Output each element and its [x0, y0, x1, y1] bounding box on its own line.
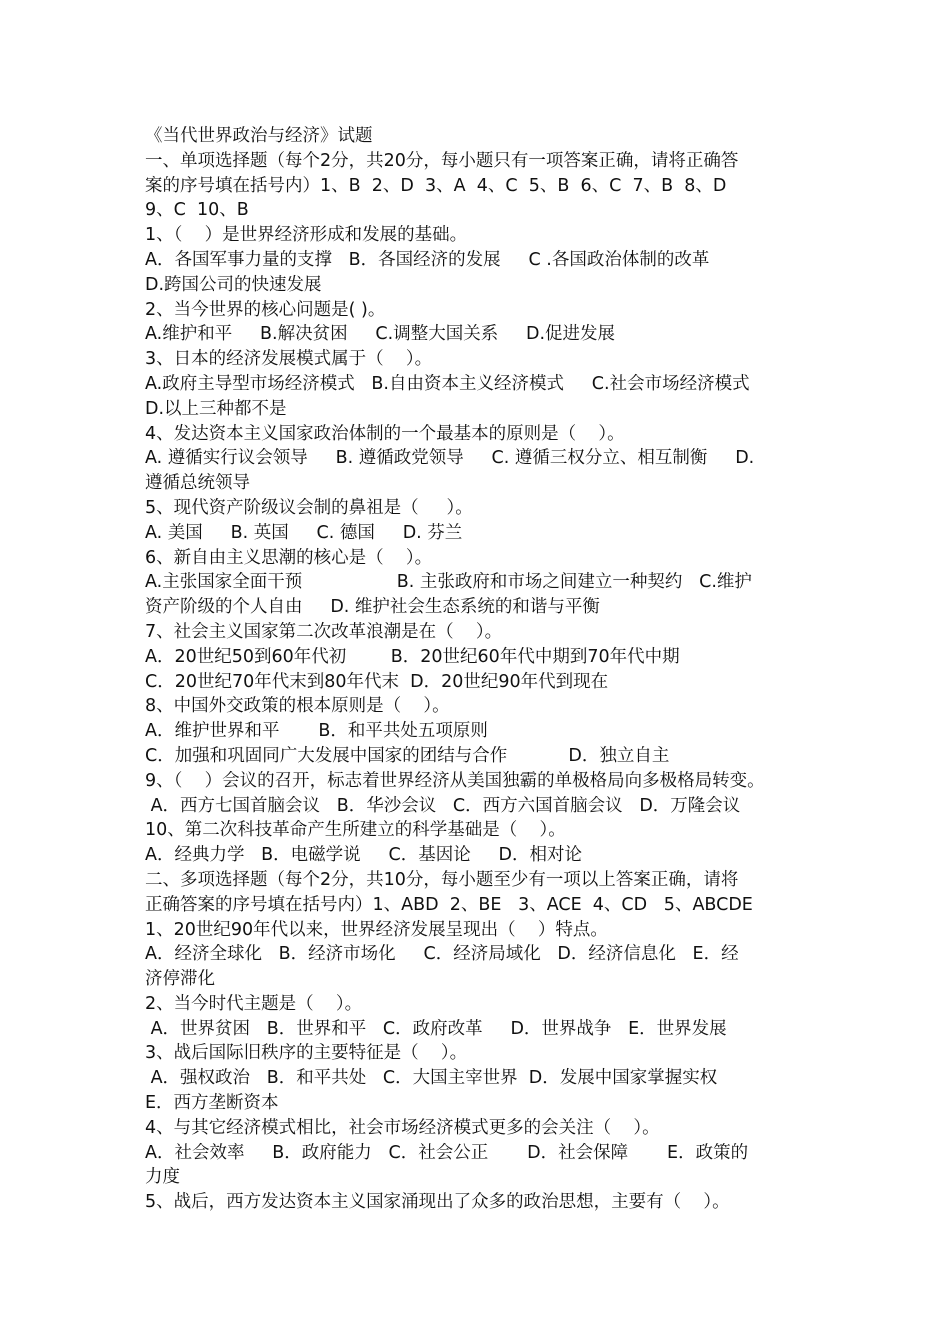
options-text: A．20世纪50到60年代初 B．20世纪60年代中期到70年代中期 [145, 646, 680, 667]
options-text: A.维护和平 B.解决贫困 C.调整大国关系 D.促进发展 [145, 324, 616, 345]
options-text: A．各国军事力量的支撑 B．各国经济的发展 C .各国政治体制的改革 [145, 249, 710, 270]
options-text: A．西方七国首脑会议 B．华沙会议 C．西方六国首脑会议 D．万隆会议 [145, 795, 741, 816]
options-text: A. 遵循实行议会领导 B. 遵循政党领导 C. 遵循三权分立、相互制衡 D. [145, 448, 755, 469]
options-text: D.以上三种都不是 [145, 398, 287, 419]
question-text: 4、与其它经济模式相比，社会市场经济模式更多的会关注（ ）。 [145, 1117, 660, 1138]
options-text: A．经典力学 B．电磁学说 C．基因论 D．相对论 [145, 845, 582, 866]
question-text: 2、当今世界的核心问题是( )。 [145, 299, 386, 320]
question-text: 5、战后，西方发达资本主义国家涌现出了众多的政治思想，主要有（ ）。 [145, 1192, 730, 1213]
question-text: 10、第二次科技革命产生所建立的科学基础是（ ）。 [145, 820, 566, 841]
options-text: A．经济全球化 B．经济市场化 C．经济局域化 D．经济信息化 E．经 [145, 944, 739, 965]
question-text: 2、当今时代主题是（ ）。 [145, 993, 363, 1014]
question-text: 8、中国外交政策的根本原则是（ ）。 [145, 696, 450, 717]
question-text: 3、日本的经济发展模式属于（ ）。 [145, 349, 433, 370]
question-text: 1、（ ）是世界经济形成和发展的基础。 [145, 225, 468, 246]
options-text: A．强权政治 B．和平共处 C．大国主宰世界 D．发展中国家掌握实权 [145, 1068, 718, 1089]
options-text: E．西方垄断资本 [145, 1093, 279, 1114]
question-text: 6、新自由主义思潮的核心是（ ）。 [145, 547, 433, 568]
options-text: A. 美国 B. 英国 C. 德国 D. 芬兰 [145, 522, 463, 543]
question-text: 3、战后国际旧秩序的主要特征是（ ）。 [145, 1043, 468, 1064]
answer-key-line: 9、C 10、B [145, 200, 249, 221]
section-heading-multiple-choice: 二、多项选择题（每个2分，共10分，每小题至少有一项以上答案正确，请将 [145, 869, 739, 890]
options-text: D.跨国公司的快速发展 [145, 274, 322, 295]
question-text: 1、20世纪90年代以来，世界经济发展呈现出（ ）特点。 [145, 919, 608, 940]
options-text: A．维护世界和平 B．和平共处五项原则 [145, 721, 488, 742]
options-text: 济停滞化 [145, 969, 215, 990]
options-text: 资产阶级的个人自由 D. 维护社会生态系统的和谐与平衡 [145, 597, 600, 618]
options-text: C．20世纪70年代末到80年代末 D．20世纪90年代到现在 [145, 671, 609, 692]
options-text: A.政府主导型市场经济模式 B.自由资本主义经济模式 C.社会市场经济模式 [145, 373, 750, 394]
answer-key-line: 正确答案的序号填在括号内）1、ABD 2、BE 3、ACE 4、CD 5、ABCDE [145, 894, 753, 915]
section-heading-single-choice: 一、单项选择题（每个2分，共20分，每小题只有一项答案正确，请将正确答 [145, 150, 739, 171]
question-text: 5、现代资产阶级议会制的鼻祖是（ ）。 [145, 497, 473, 518]
options-text: A．世界贫困 B．世界和平 C．政府改革 D．世界战争 E．世界发展 [145, 1018, 727, 1039]
question-text: 4、发达资本主义国家政治体制的一个最基本的原则是（ ）。 [145, 423, 625, 444]
document-title: 《当代世界政治与经济》试题 [145, 126, 373, 146]
answer-key-line: 案的序号填在括号内）1、B 2、D 3、A 4、C 5、B 6、C 7、B 8、D [145, 175, 727, 196]
document-page [145, 124, 825, 1215]
options-text: 力度 [145, 1167, 180, 1188]
options-text: 遵循总统领导 [145, 473, 250, 494]
question-text: 7、社会主义国家第二次改革浪潮是在（ ）。 [145, 621, 503, 642]
options-text: A．社会效率 B．政府能力 C．社会公正 D．社会保障 E．政策的 [145, 1142, 749, 1163]
options-text: A.主张国家全面干预 B. 主张政府和市场之间建立一种契约 C.维护 [145, 572, 752, 593]
options-text: C．加强和巩固同广大发展中国家的团结与合作 D．独立自主 [145, 745, 670, 766]
question-text: 9、（ ）会议的召开，标志着世界经济从美国独霸的单极格局向多极格局转变。 [145, 770, 765, 791]
